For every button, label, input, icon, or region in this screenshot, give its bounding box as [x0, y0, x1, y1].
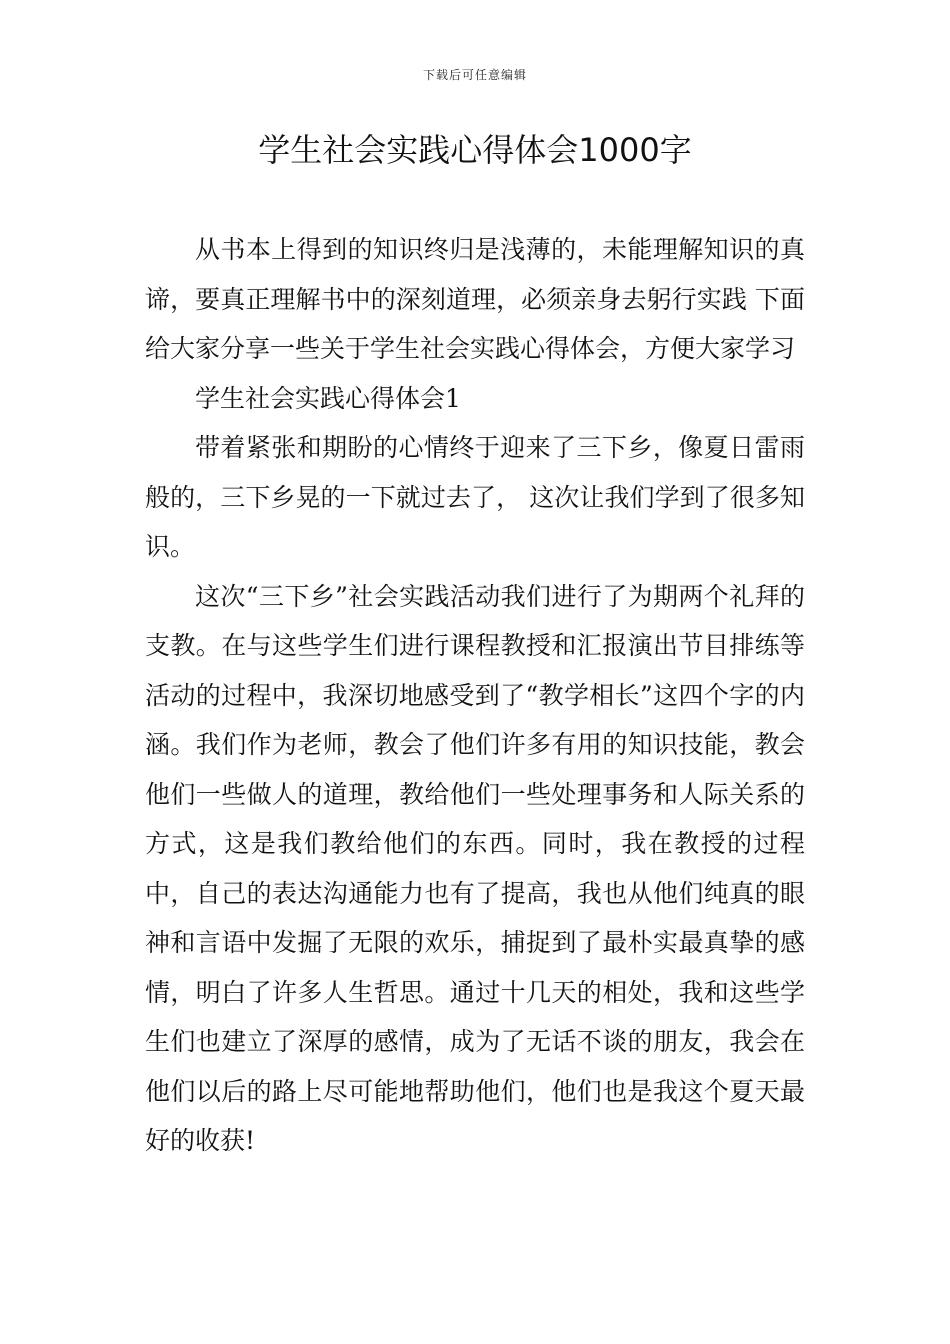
- paragraph-intro: 从书本上得到的知识终归是浅薄的，未能理解知识的真谛，要真正理解书中的深刻道理，必须亲身去躬行实践 下面给大家分享一些关于学生社会实践心得体会，方便大家学习: [145, 235, 805, 363]
- document-body: [145, 225, 805, 1166]
- paragraph-2: 这次“三下乡”社会实践活动我们进行了为期两个礼拜的支教。在与这些学生们进行课程教授和汇报演出节目排练等活动的过程中，我深切地感受到了“教学相长”这四个字的内涵。我们作为老师，教会了他们许多有用的知识技能，教会他们一些做人的道理，教给他们一些处理事务和人际关系的方式，这是我们教给他们的东西。同时，我在教授的过程中，自己的表达沟通能力也有了提高，我也从他们纯真的眼神和言语中发掘了无限的欢乐，捕捉到了最朴实最真挚的感情，明白了许多人生哲思。通过十几天的相处，我和这些学生们也建立了深厚的感情，成为了无话不谈的朋友，我会在他们以后的路上尽可能地帮助他们，他们也是我这个夏天最好的收获!: [145, 581, 805, 1155]
- document-title: 学生社会实践心得体会1000字: [258, 131, 692, 169]
- paragraph-1: 带着紧张和期盼的心情终于迎来了三下乡，像夏日雷雨般的，三下乡晃的一下就过去了， 这次让我们学到了很多知识。: [145, 433, 805, 561]
- section-heading: 学生社会实践心得体会1: [195, 383, 461, 413]
- header-note: 下载后可任意编辑: [422, 68, 527, 82]
